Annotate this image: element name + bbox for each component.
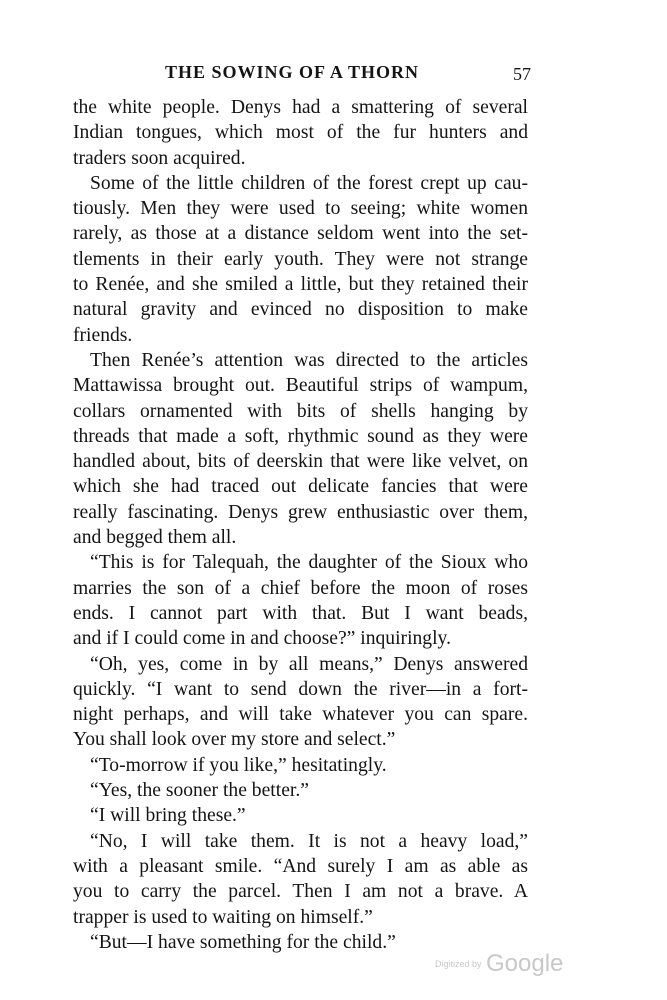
page-number: 57 [513, 64, 531, 84]
text-line: handled about, bits of deerskin that were like velvet, on [73, 451, 528, 473]
page-header [73, 60, 533, 90]
text-line: trapper is used to waiting on himself.” [73, 906, 373, 928]
text-line: friends. [73, 324, 133, 346]
text-line: and if I could come in and choose?” inquiringly. [73, 628, 451, 650]
text-line: which she had traced out delicate fancies that were [73, 476, 528, 498]
text-line: and begged them all. [73, 527, 237, 549]
text-line: ends. I cannot part with that. But I want beads, [73, 602, 528, 624]
text-line: “I will bring these.” [90, 805, 246, 827]
text-line: to Renée, and she smiled a little, but they retained their [73, 274, 528, 296]
text-line: marries the son of a chief before the moon of roses [73, 577, 528, 599]
text-line: tiously. Men they were used to seeing; white women [73, 198, 528, 220]
text-line: “No, I will take them. It is not a heavy load,” [90, 830, 528, 852]
text-line: “Oh, yes, come in by all means,” Denys answered [90, 653, 528, 675]
google-logo: Google [485, 950, 564, 977]
text-line: with a pleasant smile. “And surely I am as able as [73, 855, 528, 877]
text-line: “This is for Talequah, the daughter of the Sioux who [90, 552, 528, 574]
text-line: night perhaps, and will take whatever you can spare. [73, 704, 528, 726]
running-title: THE SOWING OF A THORN [165, 62, 420, 82]
text-line: tlements in their early youth. They were not strange [73, 248, 528, 270]
text-line: rarely, as those at a distance seldom went into the set- [73, 223, 528, 245]
text-line: you to carry the parcel. Then I am not a brave. A [73, 881, 528, 903]
text-line: Mattawissa brought out. Beautiful strips of wampum, [73, 375, 528, 397]
text-line: Then Renée’s attention was directed to the articles [90, 349, 528, 371]
text-line: traders soon acquired. [73, 147, 246, 169]
text-line: quickly. “I want to send down the river—in a fort- [73, 678, 528, 700]
text-line: really fascinating. Denys grew enthusiastic over them, [73, 501, 528, 523]
text-line: “To-morrow if you like,” hesitatingly. [90, 754, 387, 776]
text-line: collars ornamented with bits of shells hanging by [73, 400, 528, 422]
watermark-prefix: Digitized by [435, 959, 482, 969]
body-text [73, 95, 528, 955]
text-line: “But—I have something for the child.” [90, 931, 396, 953]
text-line: natural gravity and evinced no disposition to make [73, 299, 528, 321]
text-line: “Yes, the sooner the better.” [90, 780, 309, 802]
text-line: Indian tongues, which most of the fur hunters and [73, 122, 528, 144]
text-line: Some of the little children of the forest crept up cau- [90, 172, 528, 194]
digitized-by-watermark [435, 950, 563, 978]
text-line: You shall look over my store and select.” [73, 729, 396, 751]
text-line: the white people. Denys had a smattering of several [73, 97, 528, 118]
text-line: threads that made a soft, rhythmic sound as they were [73, 425, 528, 447]
